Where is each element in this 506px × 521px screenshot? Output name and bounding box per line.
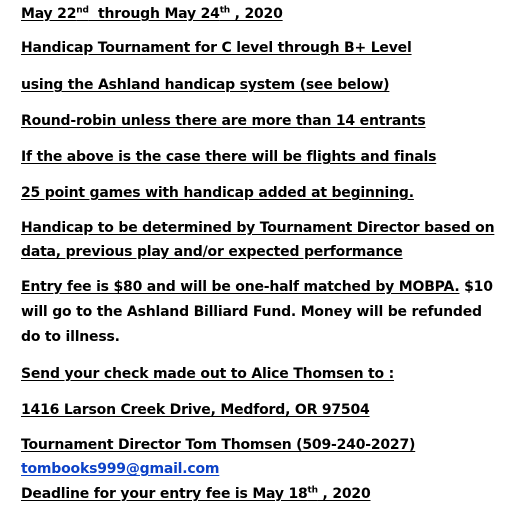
entry-fee-line-2: will go to the Ashland Billiard Fund. Money will be refunded xyxy=(21,304,482,320)
handicap-line-1: Handicap to be determined by Tournament Director based on xyxy=(21,220,495,236)
date-tail: , 2020 xyxy=(230,6,283,22)
date-range xyxy=(21,4,283,24)
entry-fee-rest: $10 xyxy=(459,279,493,295)
mailing-address: 1416 Larson Creek Drive, Medford, OR 97504 xyxy=(21,402,370,418)
entry-fee-line-1 xyxy=(21,277,493,297)
format-line: Round-robin unless there are more than 14 entrants xyxy=(21,113,426,129)
email-link[interactable]: tombooks999@gmail.com xyxy=(21,461,220,477)
deadline-line xyxy=(21,484,371,504)
deadline-text: Deadline for your entry fee is May 18 xyxy=(21,486,308,502)
entry-fee-underlined: Entry fee is $80 and will be one-half matched by MOBPA. xyxy=(21,279,460,295)
date-end-suffix: th xyxy=(219,5,230,16)
date-start: May 22 xyxy=(21,6,77,22)
check-instructions: Send your check made out to Alice Thomsen to : xyxy=(21,366,395,382)
games-line: 25 point games with handicap added at beginning. xyxy=(21,185,414,201)
deadline-tail: , 2020 xyxy=(317,486,371,502)
tournament-title: Handicap Tournament for C level through B+ Level xyxy=(21,40,412,56)
flights-line: If the above is the case there will be flights and finals xyxy=(21,149,437,165)
entry-fee-line-3: do to illness. xyxy=(21,329,120,345)
director-contact: Tournament Director Tom Thomsen (509-240-2027) xyxy=(21,437,416,453)
deadline-suffix: th xyxy=(307,485,318,496)
date-start-suffix: nd xyxy=(76,5,89,16)
date-middle: through May 24 xyxy=(88,6,220,22)
handicap-system-line: using the Ashland handicap system (see below) xyxy=(21,77,390,93)
handicap-line-2: data, previous play and/or expected performance xyxy=(21,244,403,260)
